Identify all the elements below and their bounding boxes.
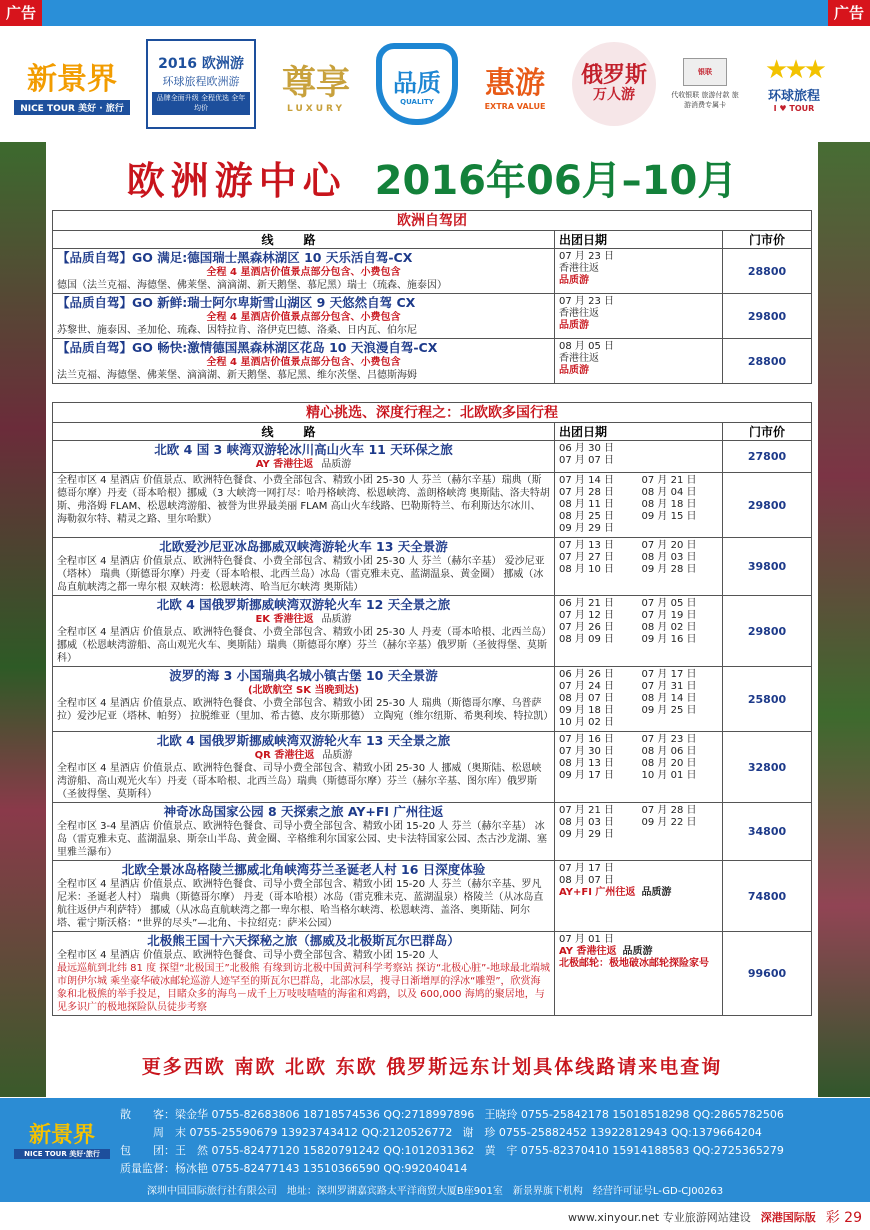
date-text: 07 月 27 日: [559, 552, 614, 563]
route-desc: 全程市区 4 星酒店 价值景点、欧洲特色餐食、司导小费全部包含、精致小团 15-20 人: [57, 950, 439, 961]
contact-text: 黄 宇 0755-82370410 15914188583 QQ:2725365279: [484, 1144, 784, 1157]
section-title: 欧洲自驾团: [53, 211, 811, 231]
date-note: 品质游: [622, 946, 653, 957]
date-cell: [555, 596, 723, 666]
route-title: 北欧 4 国俄罗斯挪威峡湾双游轮火车 13 天全景之旅: [156, 733, 451, 748]
table-row: [53, 667, 811, 732]
date-text: 09 月 22 日: [641, 817, 697, 828]
date-text: 08 月 10 日: [559, 564, 614, 575]
date-list: [559, 734, 718, 782]
date-text: 07 月 19 日: [641, 610, 697, 621]
title-date: 2016年06月–10月: [374, 157, 738, 204]
russia-tour-logo: 俄罗斯 万人游: [572, 42, 656, 126]
date-text: 09 月 18 日: [559, 705, 614, 716]
nordic-table: [52, 402, 812, 1016]
footer-brand: 深港国际版: [760, 1211, 816, 1224]
date-cell: [555, 249, 723, 293]
route-desc: 全程市区 4 星酒店 价值景点、欧洲特色餐食、小费全部包含、精致小团 25-30 人 芬兰（赫尔辛基）瑞典（斯德哥尔摩）丹麦（哥本哈根）挪威（3 大峡湾一网打尽：哈丹格峡湾、松恩峡湾、盖朗格峡湾 奥斯陆、洛夫特胡斯、弗洛姆 FLAM、松恩峡湾游船、被誉为世界最美丽 FLAM 高山火车线路、巴勒斯特兰、布利斯达尔冰川、海勒叙尔特、精灵之路、里尔哈默）: [57, 475, 550, 525]
date-text: 07 月 12 日: [559, 610, 614, 621]
date-text: 06 月 30 日: [559, 443, 614, 454]
date-text: 09 月 25 日: [641, 705, 697, 716]
route-cell: [53, 538, 555, 595]
ad-label-right: 广告: [828, 0, 870, 26]
date-text: 07 月 01 日: [559, 934, 614, 945]
route-subtitle: 全程 4 星酒店价值景点部分包含、小费包含: [206, 357, 401, 368]
date-cell: [555, 861, 723, 931]
table-row: [53, 441, 811, 473]
route-desc: 法兰克福、海德堡、佛莱堡、滴滴湖、新天鹅堡、慕尼黑、维尔茨堡、吕德斯海姆: [57, 370, 417, 381]
background-photo-right: [818, 142, 870, 1097]
table-row: [53, 932, 811, 1015]
price-cell: 28800: [747, 264, 787, 278]
price-cell: 34800: [747, 825, 787, 838]
route-subtitle: [57, 749, 550, 762]
contact-line: [120, 1160, 784, 1178]
date-text: 08 月 09 日: [559, 634, 614, 645]
date-text: 08 月 14 日: [641, 693, 697, 704]
route-subnote: 品质游: [321, 614, 352, 625]
date-text: 08 月 03 日: [559, 817, 614, 828]
quality-logo: 品质 QUALITY: [376, 43, 458, 125]
date-flight-text: AY+FI 广州往返: [559, 887, 636, 898]
route-cell: [53, 803, 555, 860]
table-row: [53, 803, 811, 861]
table-header: 线路 出团日期 门市价: [53, 423, 811, 441]
date-text: 09 月 16 日: [641, 634, 697, 645]
more-routes-text: 更多西欧 南欧 北欧 东欧 俄罗斯远东计划具体线路请来电查询: [141, 1056, 723, 1078]
card-icon: 银联: [683, 58, 727, 86]
date-text: 07 月 23 日: [641, 734, 697, 745]
route-desc: 全程市区 4 星酒店 价值景点、欧洲特色餐食、小费全部包含、精致小团 25-30 人 丹麦（哥本哈根、北西兰岛）挪威（松恩峡湾游船、高山观光火车、奥斯陆）瑞典（斯德哥尔摩）芬兰（赫尔辛基）俄罗斯（圣彼得堡、莫斯科）: [57, 627, 547, 664]
date-cell: [555, 732, 723, 802]
date-flight: [559, 887, 718, 899]
contact-lines: [120, 1106, 784, 1178]
route-subtitle: 全程 4 星酒店价值景点部分包含、小费包含: [206, 267, 401, 278]
contact-text: 周 末 0755-25590679 13923743412 QQ:2120526772: [120, 1126, 453, 1139]
date-text: 香港往返: [559, 353, 599, 364]
date-list: [559, 540, 718, 576]
date-text: 09 月 28 日: [641, 564, 697, 575]
date-text: 10 月 02 日: [559, 717, 614, 728]
date-text: 07 月 21 日: [559, 805, 614, 816]
page-title: [46, 144, 818, 210]
date-text: 06 月 21 日: [559, 598, 614, 609]
date-text: 08 月 11 日: [559, 499, 614, 510]
main-panel: [46, 144, 818, 1096]
date-cell: [555, 538, 723, 595]
route-desc: 全程市区 4 星酒店 价值景点、欧洲特色餐食、小费全部包含、精致小团 25-30 人 瑞典（斯德哥尔摩、乌普萨拉）爱沙尼亚（塔林、帕努） 拉脱维亚（里加、希古德、皮尔斯那德） 立陶宛（维尔纽斯、希奥利埃、特拉凯）: [57, 698, 554, 722]
section-title: 精心挑选、深度行程之：北欧欧多国行程: [53, 403, 811, 423]
date-cell: [555, 932, 723, 1015]
date-text: 08 月 04 日: [641, 487, 697, 498]
date-text: 07 月 14 日: [559, 475, 614, 486]
date-text: 08 月 06 日: [641, 746, 697, 757]
logo-bar: [0, 26, 870, 142]
date-list: [559, 598, 718, 646]
date-text: 08 月 07 日: [559, 875, 614, 886]
nice-tour-logo: 新景界 NICE TOUR 美好 · 旅行: [12, 39, 132, 129]
route-title: 北欧爱沙尼亚冰岛挪威双峡湾游轮火车 13 天全景游: [159, 539, 448, 554]
route-cell: [53, 732, 555, 802]
unionpay-card-logo: 银联 代收银联 旅游付款 旅游消费专属卡: [670, 39, 740, 129]
date-note: 品质游: [641, 887, 672, 898]
route-cell: [53, 861, 555, 931]
route-subtitle: [57, 613, 550, 626]
table-row: [53, 538, 811, 596]
page-number: 彩 29: [825, 1210, 862, 1226]
price-cell: 32800: [747, 760, 787, 774]
contact-text: 王晓玲 0755-25842178 15018518298 QQ:2865782506: [484, 1108, 784, 1121]
ad-label-left: 广告: [0, 0, 42, 26]
footer-site: www.xinyour.net 专业旅游网站建设: [567, 1211, 751, 1224]
date-cell: [555, 339, 723, 383]
date-flight-text: AY 香港往返: [559, 946, 617, 957]
contact-text: 谢 珍 0755-25882452 13922812943 QQ:1379664204: [462, 1126, 762, 1139]
date-list: [559, 934, 718, 946]
date-text: 07 月 21 日: [641, 475, 697, 486]
price-cell: 74800: [747, 889, 787, 903]
date-list: [559, 805, 718, 841]
date-cell: [555, 294, 723, 338]
route-cell: [53, 249, 555, 293]
contact-text: 质量监督：杨冰艳 0755-82477143 13510366590 QQ:992040414: [120, 1162, 468, 1175]
date-text: 07 月 26 日: [559, 622, 614, 633]
price-cell: 27800: [747, 450, 787, 463]
route-title: 北欧 4 国 3 峡湾双游轮冰川高山火车 11 天环保之旅: [154, 442, 453, 457]
route-subnote: 品质游: [322, 750, 353, 761]
route-highlight: 最远巡航到北纬 81 度 探望“北极国王”北极熊 有缘到访北极中国黄河科学考察站 探访“北极心脏”-地球最北端城市朗伊尔城 乘坐豪华破冰邮轮巡游人迹罕至的斯瓦尔巴群岛，北部冰层，搜寻日渐增厚的浮冰“雕塑”，欣赏海象和北极熊的举手投足，目睹众多的海鸟－成千上万吱吱喳喳的海雀和鸡鹞，以及 600,000 海鸠的聚居地，与见多识广的极地探险队员徒步考察: [57, 963, 550, 1013]
extra-value-logo: 惠游 EXTRA VALUE: [484, 65, 546, 111]
route-title: 北欧全景冰岛格陵兰挪威北角峡湾芬兰圣诞老人村 16 日深度体验: [121, 862, 486, 877]
date-cruise: 北极邮轮：极地破冰邮轮探险家号: [559, 958, 709, 969]
date-list: [559, 443, 718, 467]
date-text: 06 月 26 日: [559, 669, 614, 680]
contact-text: 散 客：梁金华 0755-82683806 18718574536 QQ:2718997896: [120, 1108, 475, 1121]
route-title: 北欧 4 国俄罗斯挪威峡湾双游轮火车 12 天全景之旅: [156, 597, 451, 612]
route-cell: [53, 667, 555, 731]
route-flight: (北欧航空 SK 当晚到达): [247, 685, 360, 696]
table-header: 线路 出团日期 门市价: [53, 231, 811, 249]
table-row: [53, 596, 811, 667]
date-text: 07 月 23 日: [559, 251, 614, 262]
luxury-logo: 尊享 LUXURY: [282, 62, 350, 114]
date-text: 09 月 15 日: [641, 511, 697, 522]
date-list: [559, 863, 718, 887]
price-cell: 28800: [747, 354, 787, 368]
date-text: 08 月 13 日: [559, 758, 614, 769]
company-address: 深圳中国国际旅行社有限公司 地址：深圳罗湖嘉宾路太平洋商贸大厦B座901室 新景界旗下机构 经营许可证号L-GD-CJ00263: [146, 1186, 724, 1197]
route-title: 神奇冰岛国家公园 8 天探索之旅 AY+FI 广州往返: [163, 804, 444, 819]
europe-2016-logo: 2016 欧洲游 环球旅程欧洲游 品牌全面升级 全程优选 全年均价: [146, 39, 256, 129]
date-text: 品质游: [559, 365, 589, 376]
date-list: [559, 669, 718, 729]
date-text: 08 月 03 日: [641, 552, 697, 563]
date-text: 07 月 16 日: [559, 734, 614, 745]
contact-line: [120, 1124, 784, 1142]
contact-text: 包 团：王 然 0755-82477120 15820791242 QQ:1012031362: [120, 1144, 475, 1157]
route-cell: [53, 596, 555, 666]
route-flight: QR 香港往返: [254, 750, 315, 761]
title-main: 欧洲游中心: [126, 157, 347, 203]
date-text: 香港往返: [559, 263, 599, 274]
date-text: 10 月 01 日: [641, 770, 697, 781]
date-cell: [555, 441, 723, 472]
date-text: 品质游: [559, 320, 589, 331]
route-title: 【品质自驾】GO 满足:德国瑞士黑森林湖区 10 天乐活自驾-CX: [57, 250, 413, 265]
price-cell: 39800: [747, 560, 787, 573]
date-text: 08 月 18 日: [641, 499, 697, 510]
price-cell: 29800: [747, 309, 787, 323]
date-flight: [559, 946, 718, 958]
route-desc: 全程市区 4 星酒店 价值景点、欧洲特色餐食、司导小费全部包含、精致小团 15-20 人 芬兰（赫尔辛基、罗凡尼米：圣诞老人村） 瑞典（斯德哥尔摩） 丹麦（哥本哈根）冰岛（雷克雅未克、蓝湖温泉）格陵兰（从冰岛直航往返伊卢利萨特） 挪威（从冰岛直航峡湾之都一卑尔根、哈当格尔峡湾、松恩峡湾、盖洛、奥斯陆、阿尔塔、霍宁斯沃格：“世界的尽头”—北角、卡拉绍克：萨米公园）: [57, 879, 544, 929]
date-text: 08 月 02 日: [641, 622, 697, 633]
route-subtitle: [57, 684, 550, 697]
contact-logo: 新景界 NICE TOUR 美好·旅行: [14, 1118, 110, 1166]
date-text: 07 月 05 日: [641, 598, 697, 609]
price-cell: 29800: [747, 624, 787, 638]
table-row: [53, 294, 811, 339]
top-strip: [0, 0, 870, 26]
date-cell: [555, 803, 723, 860]
route-title: 【品质自驾】GO 畅快:激情德国黑森林湖区花岛 10 天浪漫自驾-CX: [57, 340, 438, 355]
route-title: 【品质自驾】GO 新鲜:瑞士阿尔卑斯雪山湖区 9 天悠然自驾 CX: [57, 295, 416, 310]
date-cell: [555, 473, 723, 537]
route-cell: [53, 473, 555, 537]
date-text: 07 月 13 日: [559, 540, 614, 551]
date-text: 08 月 05 日: [559, 341, 614, 352]
route-flight: EK 香港往返: [255, 614, 314, 625]
footer-bar: [0, 1204, 870, 1230]
date-text: 09 月 29 日: [559, 523, 614, 534]
date-text: 08 月 25 日: [559, 511, 614, 522]
route-cell: [53, 932, 555, 1015]
price-cell: 25800: [747, 692, 787, 706]
route-subnote: 品质游: [321, 459, 352, 470]
date-text: 香港往返: [559, 308, 599, 319]
table-row: [53, 339, 811, 383]
date-text: 07 月 07 日: [559, 455, 614, 466]
route-cell: [53, 339, 555, 383]
self-drive-table: [52, 210, 812, 384]
date-text: 07 月 20 日: [641, 540, 697, 551]
date-text: 09 月 29 日: [559, 829, 614, 840]
date-text: 品质游: [559, 275, 589, 286]
date-cell: [555, 667, 723, 731]
route-desc: 全程市区 4 星酒店 价值景点、欧洲特色餐食、司导小费全部包含、精致小团 25-30 人 挪威（奥斯陆、松恩峡湾游船、高山观光火车）丹麦（哥本哈根、北西兰岛）瑞典（斯德哥尔摩）芬兰（赫尔辛基、图尔库）俄罗斯（圣彼得堡、莫斯科）: [57, 763, 542, 800]
table-row: [53, 473, 811, 538]
date-text: 07 月 23 日: [559, 296, 614, 307]
route-desc: 苏黎世、施泰因、圣加伦、琉森、因特拉肯、洛伊克巴德、洛桑、日内瓦、伯尔尼: [57, 325, 417, 336]
route-desc: 德国（法兰克福、海德堡、佛莱堡、滴滴湖、新天鹅堡、慕尼黑）瑞士（琉森、施泰因）: [57, 280, 447, 291]
date-text: 07 月 24 日: [559, 681, 614, 692]
route-desc: 全程市区 4 星酒店 价值景点、欧洲特色餐食、小费全部包含、精致小团 25-30 人 芬兰（赫尔辛基） 爱沙尼亚（塔林） 瑞典（斯德哥尔摩）丹麦（哥本哈根、北西兰岛）冰岛（雷克雅未克、蓝湖温泉、黄金圈） 挪威（冰岛直航峡湾之都一卑尔根 双峡湾：松恩峡湾、哈当厄尔峡湾 奥斯陆）: [57, 556, 545, 593]
date-text: 09 月 17 日: [559, 770, 614, 781]
date-text: 07 月 31 日: [641, 681, 697, 692]
route-subtitle: [57, 458, 550, 471]
date-text: 08 月 07 日: [559, 693, 614, 704]
price-cell: 99600: [747, 967, 787, 980]
contact-line: [120, 1106, 784, 1124]
route-title: 北极熊王国十六天探秘之旅（挪威及北极斯瓦尔巴群岛）: [147, 933, 460, 948]
table-row: [53, 249, 811, 294]
date-text: 07 月 17 日: [641, 669, 697, 680]
stars-icon: ★★★: [765, 55, 823, 85]
contact-line: [120, 1142, 784, 1160]
date-text: 07 月 28 日: [559, 487, 614, 498]
table-row: [53, 861, 811, 932]
date-list: [559, 475, 718, 535]
date-text: 07 月 17 日: [559, 863, 614, 874]
route-subtitle: 全程 4 星酒店价值景点部分包含、小费包含: [206, 312, 401, 323]
date-text: 07 月 28 日: [641, 805, 697, 816]
route-flight: AY 香港往返: [255, 459, 314, 470]
route-cell: [53, 441, 555, 472]
table-row: [53, 732, 811, 803]
route-desc: 全程市区 3-4 星酒店 价值景点、欧洲特色餐食、司导小费全部包含、精致小团 15-20 人 芬兰（赫尔辛基） 冰岛（雷克雅未克、蓝湖温泉、斯奈山半岛、黄金圈、辛格维利尔国家公园、史卡法特国家公园、杰古沙龙湖、塞里雅兰瀑布）: [57, 821, 547, 858]
background-photo-left: [0, 142, 46, 1097]
route-title: 波罗的海 3 小国瑞典名城小镇古堡 10 天全景游: [169, 668, 438, 683]
date-text: 08 月 20 日: [641, 758, 697, 769]
global-tour-logo: ★★★ 环球旅程 I ♥ TOUR: [765, 55, 823, 113]
route-cell: [53, 294, 555, 338]
price-cell: 29800: [747, 498, 787, 512]
date-text: 07 月 30 日: [559, 746, 614, 757]
